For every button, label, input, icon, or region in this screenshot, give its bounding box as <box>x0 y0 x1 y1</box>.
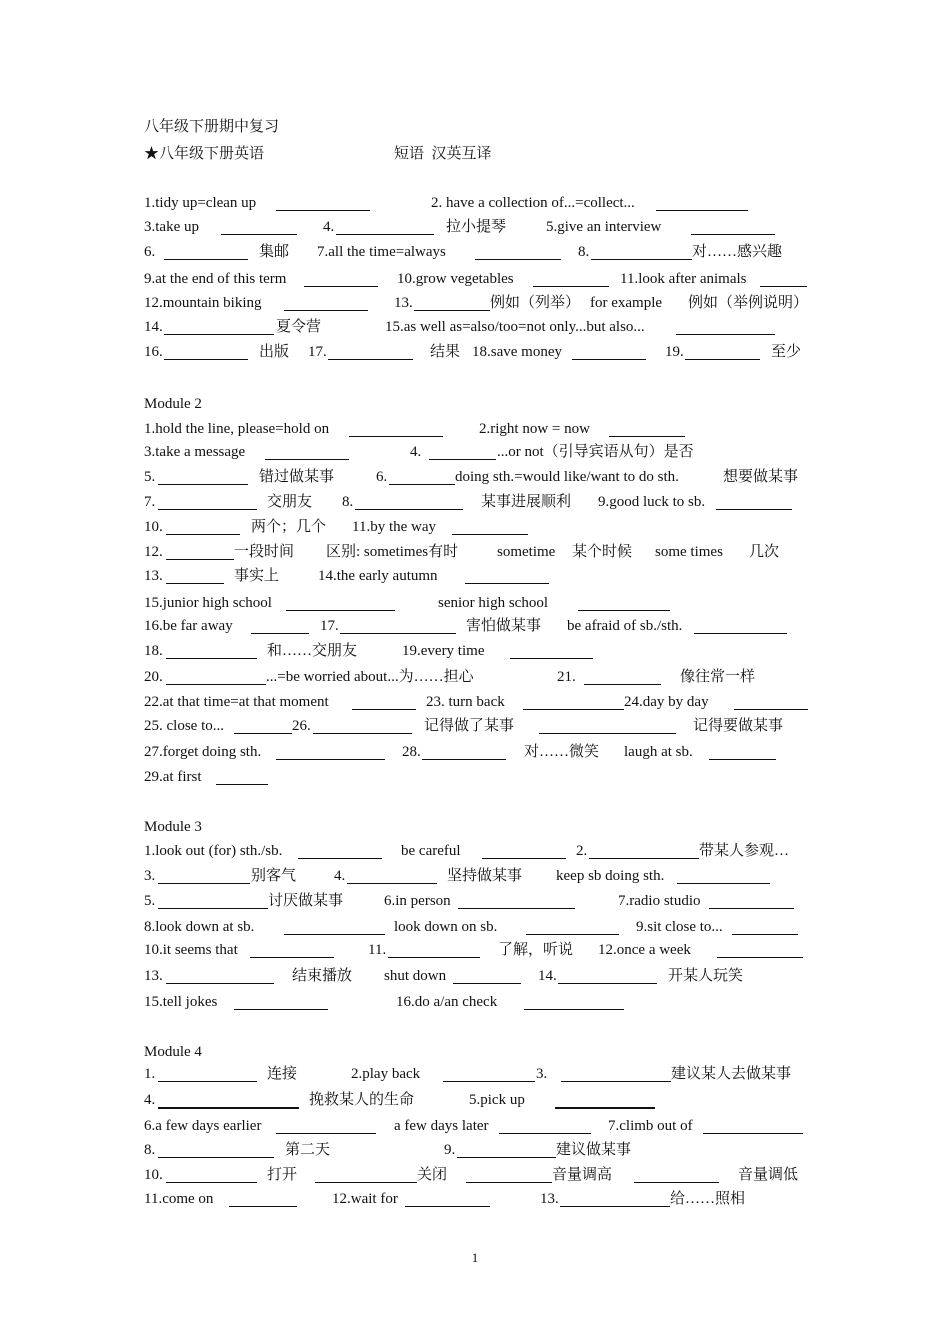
answer-blank[interactable] <box>734 709 808 710</box>
answer-blank[interactable] <box>676 334 775 335</box>
phrase: 10.grow vegetables <box>397 271 514 287</box>
answer-blank[interactable] <box>158 1081 257 1082</box>
answer-blank[interactable] <box>561 1081 671 1082</box>
answer-blank[interactable] <box>694 633 787 634</box>
phrase: 建议某人去做某事 <box>671 1066 792 1082</box>
phrase: 打开 <box>267 1167 298 1183</box>
phrase: 讨厌做某事 <box>268 893 344 909</box>
phrase: 1.hold the line, please=hold on <box>144 421 330 437</box>
phrase: 拉小提琴 <box>446 219 507 235</box>
answer-blank[interactable] <box>578 610 670 611</box>
phrase: 开某人玩笑 <box>668 968 744 984</box>
phrase: 22.at that time=at that moment <box>144 694 329 710</box>
phrase: 8. <box>578 244 590 260</box>
answer-blank[interactable] <box>251 633 309 634</box>
phrase: 2.right now = now <box>479 421 590 437</box>
phrase: 14. <box>144 319 163 335</box>
answer-blank[interactable] <box>717 957 803 958</box>
answer-blank[interactable] <box>510 658 593 659</box>
answer-blank[interactable] <box>539 733 676 734</box>
answer-blank[interactable] <box>584 684 661 685</box>
module-4-heading: Module 4 <box>144 1044 202 1060</box>
answer-blank[interactable] <box>298 858 382 859</box>
answer-blank[interactable] <box>286 610 395 611</box>
answer-blank[interactable] <box>405 1206 490 1207</box>
phrase: a few days later <box>394 1118 489 1134</box>
phrase: 9. <box>444 1142 456 1158</box>
answer-blank[interactable] <box>313 733 412 734</box>
answer-blank[interactable] <box>523 709 624 710</box>
phrase: 6. <box>376 469 388 485</box>
answer-blank[interactable] <box>284 310 368 311</box>
phrase: 和……交朋友 <box>267 643 358 659</box>
phrase: 28. <box>402 744 421 760</box>
answer-blank[interactable] <box>164 334 274 335</box>
phrase: 第二天 <box>285 1142 331 1158</box>
answer-blank[interactable] <box>284 934 385 935</box>
phrase: 1. <box>144 1066 156 1082</box>
answer-blank[interactable] <box>166 684 266 685</box>
answer-blank[interactable] <box>452 534 528 535</box>
answer-blank[interactable] <box>164 259 248 260</box>
phrase: 13. <box>144 968 163 984</box>
module-3-heading: Module 3 <box>144 819 202 835</box>
answer-blank[interactable] <box>414 310 490 311</box>
answer-blank[interactable] <box>304 286 378 287</box>
phrase: 了解，听说 <box>498 942 574 958</box>
answer-blank[interactable] <box>216 784 268 785</box>
answer-blank[interactable] <box>234 1009 328 1010</box>
answer-blank[interactable] <box>760 286 807 287</box>
phrase: 两个；几个 <box>251 519 327 535</box>
phrase: 例如（举例说明） <box>688 295 809 311</box>
phrase: 几次 <box>749 544 780 560</box>
phrase: 11.look after animals <box>620 271 747 287</box>
phrase: 12.mountain biking <box>144 295 262 311</box>
answer-blank[interactable] <box>609 436 685 437</box>
answer-blank[interactable] <box>355 509 463 510</box>
answer-blank[interactable] <box>677 883 770 884</box>
phrase: 4. <box>410 444 422 460</box>
answer-blank[interactable] <box>453 983 521 984</box>
phrase: 12.once a week <box>598 942 691 958</box>
phrase: 挽救某人的生命 <box>309 1092 415 1108</box>
answer-blank[interactable] <box>349 436 443 437</box>
phrase: ...or not（引导宾语从句）是否 <box>497 444 694 460</box>
answer-blank[interactable] <box>685 359 760 360</box>
phrase: 3. <box>536 1066 548 1082</box>
phrase: look down on sb. <box>394 919 498 935</box>
phrase: 夏令营 <box>276 319 322 335</box>
answer-blank[interactable] <box>389 484 455 485</box>
phrase: 9.sit close to... <box>636 919 723 935</box>
phrase: 出版 <box>259 344 290 360</box>
answer-blank[interactable] <box>716 509 792 510</box>
answer-blank[interactable] <box>388 957 480 958</box>
phrase: 20. <box>144 669 163 685</box>
phrase: 音量调高 <box>552 1167 613 1183</box>
phrase: 至少 <box>771 344 802 360</box>
answer-blank[interactable] <box>229 1206 297 1207</box>
phrase: 1.tidy up=clean up <box>144 195 257 211</box>
phrase: 建议做某事 <box>556 1142 632 1158</box>
worksheet-subtitle: 短语 汉英互译 <box>394 146 492 162</box>
phrase: 集邮 <box>259 244 290 260</box>
phrase: 3. <box>144 868 156 884</box>
answer-blank[interactable] <box>466 1182 552 1183</box>
answer-blank[interactable] <box>166 583 224 584</box>
worksheet-title: 八年级下册期中复习 <box>144 119 280 135</box>
phrase: 13. <box>394 295 413 311</box>
answer-blank[interactable] <box>234 733 292 734</box>
answer-blank[interactable] <box>465 583 549 584</box>
answer-blank[interactable] <box>475 259 561 260</box>
answer-blank[interactable] <box>276 759 385 760</box>
answer-blank[interactable] <box>166 1182 257 1183</box>
answer-blank[interactable] <box>347 883 437 884</box>
phrase: be careful <box>401 843 461 859</box>
phrase: 害怕做某事 <box>466 618 542 634</box>
phrase: 16.be far away <box>144 618 233 634</box>
phrase: 14. <box>538 968 557 984</box>
phrase: 5. <box>144 469 156 485</box>
answer-blank[interactable] <box>524 1009 624 1010</box>
phrase: 记得要做某事 <box>693 718 784 734</box>
phrase: 8. <box>342 494 354 510</box>
phrase: 坚持做某事 <box>447 868 523 884</box>
answer-blank[interactable] <box>340 633 456 634</box>
answer-blank[interactable] <box>709 908 794 909</box>
phrase: 9.good luck to sb. <box>598 494 706 510</box>
phrase: 事实上 <box>234 568 280 584</box>
phrase: 10. <box>144 1167 163 1183</box>
phrase: 11.by the way <box>352 519 437 535</box>
answer-blank[interactable] <box>709 759 776 760</box>
phrase: 8.look down at sb. <box>144 919 255 935</box>
answer-blank[interactable] <box>533 286 609 287</box>
phrase: 2. have a collection of...=collect... <box>431 195 635 211</box>
phrase: 5.give an interview <box>546 219 662 235</box>
answer-blank[interactable] <box>166 983 274 984</box>
phrase: 12.wait for <box>332 1191 398 1207</box>
phrase: 对……感兴趣 <box>692 244 783 260</box>
answer-blank[interactable] <box>164 359 248 360</box>
answer-blank[interactable] <box>572 359 646 360</box>
phrase: 9.at the end of this term <box>144 271 287 287</box>
phrase: 25. close to... <box>144 718 224 734</box>
phrase: 7. <box>144 494 156 510</box>
phrase: 像往常一样 <box>680 669 756 685</box>
page-number: 1 <box>471 1250 479 1265</box>
phrase: 记得做了某事 <box>424 718 515 734</box>
answer-blank[interactable] <box>276 1133 376 1134</box>
phrase: 29.at first <box>144 769 202 785</box>
phrase: some times <box>655 544 723 560</box>
phrase: 10. <box>144 519 163 535</box>
phrase: 17. <box>320 618 339 634</box>
answer-blank[interactable] <box>166 534 240 535</box>
answer-blank[interactable] <box>276 210 370 211</box>
answer-blank[interactable] <box>703 1133 803 1134</box>
answer-blank[interactable] <box>336 234 434 235</box>
phrase: 24.day by day <box>624 694 709 710</box>
phrase: 一段时间 <box>234 544 295 560</box>
phrase: 带某人参观… <box>699 843 790 859</box>
answer-blank[interactable] <box>732 934 798 935</box>
answer-blank[interactable] <box>656 210 748 211</box>
answer-blank[interactable] <box>158 883 250 884</box>
answer-blank[interactable] <box>482 858 566 859</box>
phrase: 19.every time <box>402 643 485 659</box>
answer-blank[interactable] <box>250 957 334 958</box>
phrase: 某事进展顺利 <box>481 494 572 510</box>
phrase: 给……照相 <box>670 1191 746 1207</box>
phrase: 8. <box>144 1142 156 1158</box>
phrase: 某个时候 <box>572 544 633 560</box>
phrase: 交朋友 <box>267 494 313 510</box>
phrase: 音量调低 <box>738 1167 799 1183</box>
phrase: 7.climb out of <box>608 1118 693 1134</box>
phrase: 4. <box>323 219 335 235</box>
answer-blank[interactable] <box>429 459 496 460</box>
phrase: 别客气 <box>251 868 297 884</box>
answer-blank[interactable] <box>634 1182 719 1183</box>
answer-blank[interactable] <box>526 934 619 935</box>
phrase: 16. <box>144 344 163 360</box>
phrase: 14.the early autumn <box>318 568 438 584</box>
answer-blank[interactable] <box>558 983 657 984</box>
phrase: 2.play back <box>351 1066 421 1082</box>
phrase: 例如（列举） <box>490 295 581 311</box>
answer-blank[interactable] <box>352 709 416 710</box>
answer-blank[interactable] <box>158 908 268 909</box>
phrase: 7.radio studio <box>618 893 701 909</box>
phrase: shut down <box>384 968 447 984</box>
phrase: 结束播放 <box>292 968 353 984</box>
module-2-heading: Module 2 <box>144 396 202 412</box>
phrase: 对……微笑 <box>524 744 600 760</box>
answer-blank[interactable] <box>221 234 297 235</box>
answer-blank[interactable] <box>499 1133 591 1134</box>
phrase: 13. <box>144 568 163 584</box>
phrase: 7.all the time=always <box>317 244 446 260</box>
phrase: 19. <box>665 344 684 360</box>
phrase: 6. <box>144 244 156 260</box>
answer-blank[interactable] <box>166 658 257 659</box>
answer-blank[interactable] <box>315 1182 417 1183</box>
phrase: for example <box>590 295 663 311</box>
phrase: keep sb doing sth. <box>556 868 665 884</box>
phrase: 4. <box>144 1092 156 1108</box>
phrase: 3.take up <box>144 219 199 235</box>
phrase: 16.do a/an check <box>396 994 498 1010</box>
phrase: ...=be worried about...为……担心 <box>266 669 474 685</box>
answer-blank[interactable] <box>158 1107 299 1109</box>
answer-blank[interactable] <box>457 1157 556 1158</box>
answer-blank[interactable] <box>555 1107 655 1109</box>
phrase: 26. <box>292 718 311 734</box>
phrase: 1.look out (for) sth./sb. <box>144 843 283 859</box>
phrase: 6.a few days earlier <box>144 1118 262 1134</box>
phrase: 21. <box>557 669 576 685</box>
answer-blank[interactable] <box>691 234 775 235</box>
answer-blank[interactable] <box>560 1206 670 1207</box>
answer-blank[interactable] <box>166 559 234 560</box>
phrase: 15.junior high school <box>144 595 272 611</box>
answer-blank[interactable] <box>458 908 575 909</box>
phrase: 结果 <box>430 344 461 360</box>
phrase: 18. <box>144 643 163 659</box>
answer-blank[interactable] <box>265 459 349 460</box>
answer-blank[interactable] <box>443 1081 535 1082</box>
phrase: 5. <box>144 893 156 909</box>
phrase: 11. <box>368 942 387 958</box>
phrase: be afraid of sb./sth. <box>567 618 683 634</box>
phrase: 15.tell jokes <box>144 994 218 1010</box>
phrase: doing sth.=would like/want to do sth. <box>455 469 679 485</box>
phrase: 关闭 <box>417 1167 448 1183</box>
answer-blank[interactable] <box>158 484 248 485</box>
answer-blank[interactable] <box>158 509 257 510</box>
phrase: 连接 <box>267 1066 298 1082</box>
worksheet-star-line: ★八年级下册英语 <box>144 146 265 162</box>
phrase: senior high school <box>438 595 548 611</box>
phrase: 11.come on <box>144 1191 214 1207</box>
answer-blank[interactable] <box>589 858 699 859</box>
phrase: sometime <box>497 544 556 560</box>
phrase: 6.in person <box>384 893 451 909</box>
phrase: 想要做某事 <box>723 469 799 485</box>
phrase: 18.save money <box>472 344 562 360</box>
phrase: 错过做某事 <box>259 469 335 485</box>
answer-blank[interactable] <box>328 359 413 360</box>
phrase: 27.forget doing sth. <box>144 744 262 760</box>
phrase: laugh at sb. <box>624 744 693 760</box>
phrase: 10.it seems that <box>144 942 238 958</box>
phrase: 12. <box>144 544 163 560</box>
phrase: 3.take a message <box>144 444 246 460</box>
phrase: 4. <box>334 868 346 884</box>
phrase: 13. <box>540 1191 559 1207</box>
phrase: 区别: sometimes有时 <box>326 544 459 560</box>
phrase: 15.as well as=also/too=not only...but also... <box>385 319 645 335</box>
answer-blank[interactable] <box>422 759 506 760</box>
phrase: 5.pick up <box>469 1092 525 1108</box>
answer-blank[interactable] <box>591 259 692 260</box>
phrase: 23. turn back <box>426 694 505 710</box>
answer-blank[interactable] <box>158 1157 274 1158</box>
phrase: 2. <box>576 843 588 859</box>
phrase: 17. <box>308 344 327 360</box>
